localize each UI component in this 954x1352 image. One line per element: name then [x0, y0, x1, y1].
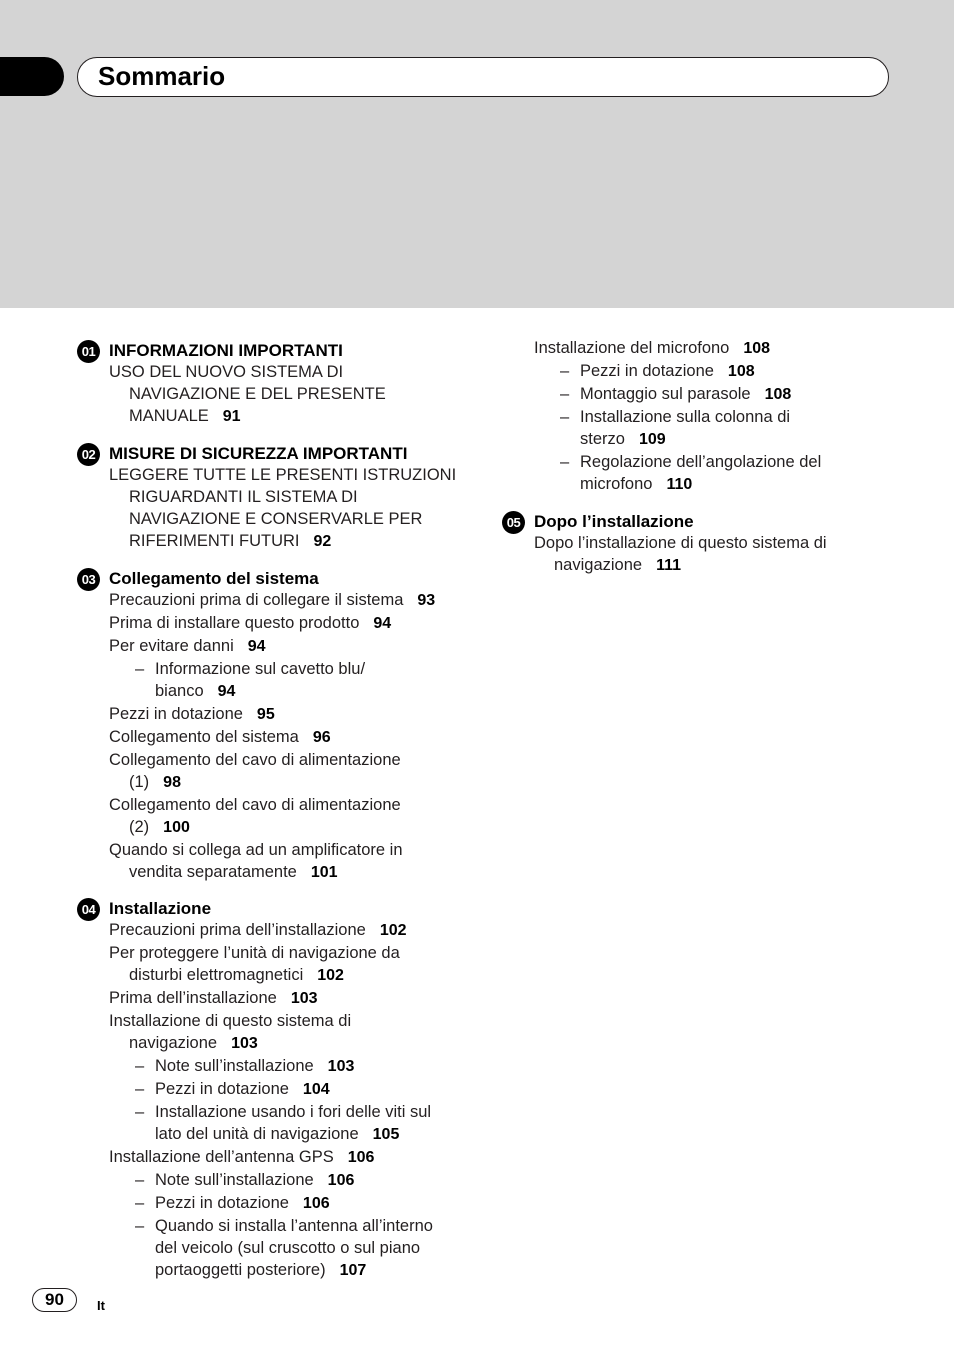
toc-section — [502, 337, 902, 496]
entry-text-line: sterzo — [580, 430, 625, 448]
page-ref: 98 — [163, 774, 181, 791]
entry-text-line: Installazione sulla colonna di — [580, 408, 791, 426]
entry-text-line: del veicolo (sul cruscotto o sul piano — [155, 1239, 421, 1257]
entry-text-line: MANUALE — [129, 407, 209, 425]
toc-entry[interactable] — [77, 589, 477, 612]
section-heading[interactable] — [77, 339, 477, 361]
entry-text-line: Pezzi in dotazione — [155, 1080, 289, 1098]
page-ref: 106 — [302, 1195, 330, 1212]
toc-subentry[interactable] — [502, 360, 902, 383]
entry-text-line: LEGGERE TUTTE LE PRESENTI ISTRUZIONI — [109, 466, 457, 484]
toc-entry[interactable] — [77, 987, 477, 1010]
section-title: Installazione — [109, 899, 212, 918]
page-ref: 108 — [764, 386, 792, 403]
entry-text-line: Installazione del microfono — [534, 339, 730, 357]
entry-text-line: RIFERIMENTI FUTURI — [129, 532, 300, 550]
dash-bullet: – — [135, 1103, 145, 1121]
toc-entry[interactable] — [77, 726, 477, 749]
page-ref: 111 — [656, 557, 682, 574]
title-box — [77, 57, 889, 97]
toc-subentry[interactable] — [77, 1169, 477, 1192]
entry-text-line: lato del unità di navigazione — [155, 1125, 359, 1143]
page-ref: 106 — [327, 1172, 355, 1189]
entry-text-line: vendita separatamente — [129, 863, 297, 881]
entry-text-line: USO DEL NUOVO SISTEMA DI — [109, 363, 344, 381]
entry-text-line: Pezzi in dotazione — [155, 1194, 289, 1212]
page-number: 90 — [32, 1288, 77, 1312]
toc-entry[interactable] — [77, 919, 477, 942]
toc-column-right — [502, 337, 902, 577]
entry-text-line: RIGUARDANTI IL SISTEMA DI — [129, 488, 358, 506]
section-heading[interactable] — [77, 567, 477, 589]
entry-text-line: Installazione dell’antenna GPS — [109, 1148, 334, 1166]
section-number-badge: 03 — [77, 568, 100, 591]
toc-section — [77, 897, 477, 1282]
page-ref: 105 — [372, 1126, 400, 1143]
page-ref: 103 — [327, 1058, 355, 1075]
entry-text-line: (2) — [129, 818, 150, 836]
toc-subentry[interactable] — [502, 406, 902, 451]
toc-column-left — [77, 339, 477, 1282]
page-ref: 94 — [217, 683, 236, 700]
toc-section — [77, 567, 477, 884]
page-title: Sommario — [98, 61, 226, 91]
entry-text-line: Montaggio sul parasole — [580, 385, 751, 403]
toc-entry[interactable] — [77, 839, 477, 884]
entry-text-line: Prima dell’installazione — [109, 989, 277, 1007]
entry-text-line: Collegamento del cavo di alimentazione — [109, 796, 401, 814]
toc-subentry[interactable] — [77, 1078, 477, 1101]
dash-bullet: – — [135, 1080, 145, 1098]
section-number-badge: 05 — [502, 511, 525, 534]
page-ref: 94 — [373, 615, 392, 632]
toc-section — [502, 510, 902, 577]
entry-text-line: Regolazione dell’angolazione del — [580, 453, 822, 471]
toc-entry[interactable] — [77, 464, 477, 553]
entry-text-line: navigazione — [129, 1034, 218, 1052]
page-ref: 106 — [347, 1149, 375, 1166]
toc-entry[interactable] — [77, 703, 477, 726]
entry-text-line: (1) — [129, 773, 150, 791]
dash-bullet: – — [560, 385, 570, 403]
section-title: MISURE DI SICUREZZA IMPORTANTI — [109, 444, 408, 463]
entry-text-line: Note sull’installazione — [155, 1057, 314, 1075]
entry-text-line: Quando si installa l’antenna all’interno — [155, 1217, 433, 1235]
entry-text-line: Note sull’installazione — [155, 1171, 314, 1189]
toc-subentry[interactable] — [77, 1101, 477, 1146]
entry-text-line: Precauzioni prima dell’installazione — [109, 921, 366, 939]
page-ref: 102 — [317, 967, 344, 984]
entry-text-line: portaoggetti posteriore) — [155, 1261, 326, 1279]
page-ref: 93 — [417, 592, 436, 609]
toc-section — [77, 442, 477, 553]
dash-bullet: – — [135, 1217, 145, 1235]
page-ref: 91 — [222, 408, 241, 425]
section-title: INFORMAZIONI IMPORTANTI — [109, 341, 343, 360]
page-ref: 94 — [247, 638, 266, 655]
toc-subentry[interactable] — [502, 383, 902, 406]
section-number-badge: 04 — [77, 898, 100, 921]
entry-text-line: navigazione — [554, 556, 643, 574]
entry-text-line: microfono — [580, 475, 653, 493]
entry-text-line: NAVIGAZIONE E DEL PRESENTE — [129, 385, 386, 403]
entry-text-line: Collegamento del sistema — [109, 728, 299, 746]
toc-subentry[interactable] — [502, 451, 902, 496]
toc-entry[interactable] — [77, 361, 477, 428]
toc-subentry[interactable] — [77, 1192, 477, 1215]
page-ref: 104 — [302, 1081, 330, 1098]
page-ref: 92 — [313, 533, 332, 550]
dash-bullet: – — [560, 362, 570, 380]
toc-entry[interactable] — [77, 749, 477, 794]
header-band — [0, 0, 954, 308]
entry-text-line: Prima di installare questo prodotto — [109, 614, 360, 632]
section-title: Collegamento del sistema — [109, 569, 319, 588]
dash-bullet: – — [135, 1194, 145, 1212]
entry-text-line: Collegamento del cavo di alimentazione — [109, 751, 401, 769]
toc-entry[interactable] — [502, 337, 902, 360]
dash-bullet: – — [135, 660, 145, 678]
chapter-tab — [0, 57, 64, 96]
page-ref: 110 — [666, 476, 693, 493]
page-ref: 103 — [290, 990, 318, 1007]
entry-text-line: NAVIGAZIONE E CONSERVARLE PER — [129, 510, 423, 528]
page-ref: 100 — [163, 819, 190, 836]
entry-text-line: Pezzi in dotazione — [109, 705, 243, 723]
entry-text-line: Dopo l’installazione di questo sistema di — [534, 534, 827, 552]
dash-bullet: – — [135, 1171, 145, 1189]
toc-entry[interactable] — [77, 794, 477, 839]
language-code: It — [97, 1298, 105, 1313]
page-ref: 101 — [310, 864, 338, 881]
toc-entry[interactable] — [77, 635, 477, 658]
entry-text-line: Informazione sul cavetto blu/ — [155, 660, 366, 678]
toc-section — [77, 339, 477, 428]
page-ref: 109 — [638, 431, 666, 448]
toc-entry[interactable] — [77, 1146, 477, 1169]
page-ref: 95 — [256, 706, 275, 723]
toc-subentry[interactable] — [77, 1215, 477, 1282]
entry-text-line: Installazione di questo sistema di — [109, 1012, 352, 1030]
section-heading[interactable] — [77, 897, 477, 919]
toc-entry[interactable] — [77, 612, 477, 635]
toc-entry[interactable] — [77, 1010, 477, 1055]
entry-text-line: Pezzi in dotazione — [580, 362, 714, 380]
section-number-badge: 02 — [77, 443, 100, 466]
toc-entry[interactable] — [502, 532, 902, 577]
entry-text-line: Precauzioni prima di collegare il sistema — [109, 591, 404, 609]
section-title: Dopo l’installazione — [534, 512, 694, 531]
page-ref: 102 — [379, 922, 407, 939]
entry-text-line: Quando si collega ad un amplificatore in — [109, 841, 403, 859]
toc-subentry[interactable] — [77, 658, 477, 703]
dash-bullet: – — [560, 453, 570, 471]
page-ref: 103 — [231, 1035, 258, 1052]
page-ref: 96 — [312, 729, 331, 746]
toc-entry[interactable] — [77, 942, 477, 987]
page-ref: 108 — [743, 340, 771, 357]
page-ref: 107 — [339, 1262, 367, 1279]
dash-bullet: – — [560, 408, 570, 426]
section-heading[interactable] — [77, 442, 477, 464]
section-heading[interactable] — [502, 510, 902, 532]
entry-text-line: bianco — [155, 682, 204, 700]
entry-text-line: Per proteggere l’unità di navigazione da — [109, 944, 400, 962]
page-ref: 108 — [727, 363, 755, 380]
entry-text-line: disturbi elettromagnetici — [129, 966, 304, 984]
entry-text-line: Installazione usando i fori delle viti sul — [155, 1103, 432, 1121]
dash-bullet: – — [135, 1057, 145, 1075]
section-number-badge: 01 — [77, 340, 100, 363]
entry-text-line: Per evitare danni — [109, 637, 234, 655]
toc-subentry[interactable] — [77, 1055, 477, 1078]
